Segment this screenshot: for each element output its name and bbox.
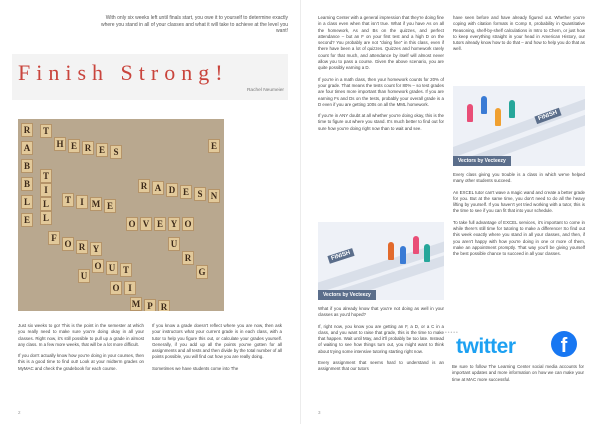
- scrabble-tile: I: [76, 195, 88, 209]
- page-number: 3: [318, 410, 321, 415]
- right-column-1-top: [318, 15, 444, 137]
- scrabble-tile: E: [104, 199, 116, 213]
- section-ornament: •••••: [445, 330, 459, 336]
- paragraph: If you're in ANY doubt at all whether you're doing okay, this is the time to figure out where you stand. It's much better to find out for sure how you're doing right now than to wait and see.: [318, 113, 444, 131]
- author-byline: Rachel Neumeier: [246, 88, 284, 93]
- scrabble-tile: B: [21, 177, 33, 191]
- scrabble-tile: E: [180, 185, 192, 199]
- runner-icon: [388, 242, 394, 260]
- vector-credit: Vectors by Vecteezy: [453, 156, 511, 166]
- scrabble-tile: D: [166, 183, 178, 197]
- left-column-1: [18, 323, 144, 377]
- scrabble-tile: E: [68, 139, 80, 153]
- runners-illustration: [453, 86, 585, 166]
- scrabble-tile: E: [21, 213, 33, 227]
- scrabble-tile: V: [140, 217, 152, 231]
- scrabble-tiles-photo: [18, 119, 224, 311]
- scrabble-tile: T: [120, 263, 132, 277]
- scrabble-tile: R: [182, 251, 194, 265]
- paragraph: If you know a grade doesn't reflect where you are now, then ask your instructors what your current grade is in each class, with a tutor to help you figure this out, or calculate your grades yourself. Generally, if you add up all the points you've gotten for all assignments and all tests and then divide by the total number of all points possible, you will find out how you are really doing.: [152, 323, 282, 360]
- scrabble-tile: L: [40, 197, 52, 211]
- right-column-2-bottom: [453, 172, 585, 263]
- scrabble-tile: B: [21, 159, 33, 173]
- right-page: [300, 0, 600, 424]
- scrabble-tile: U: [106, 261, 118, 275]
- paragraph: An EXCEL tutor can't wave a magic wand and create a better grade for you. But at the same time, you don't need to do all the heavy lifting by yourself. If you haven't yet tried working with a tutor, this is the time to see if you can fit that into your schedule.: [453, 189, 585, 214]
- scrabble-tile: Y: [168, 217, 180, 231]
- scrabble-tile: R: [21, 123, 33, 137]
- scrabble-tile: G: [196, 265, 208, 279]
- runner-icon: [467, 104, 473, 122]
- paragraph: If you don't actually know how you're doing in your courses, then this is a good time to find out! Look at your midterm grades on MyMAC and check the gradebook for each course.: [18, 353, 144, 371]
- scrabble-tile: P: [144, 299, 156, 311]
- runner-icon: [509, 100, 515, 118]
- scrabble-tile: R: [82, 141, 94, 155]
- paragraph: To take full advantage of EXCEL services, it's important to come in while there's still time for tutoring to make a difference! So find out this week exactly where you stand in all your classes, and then, if you aren't happy with how you're doing in one or more of them, make an appointment promptly. That way you'll be giving yourself the best possible chance to succeed in all your classes.: [453, 219, 585, 257]
- paragraph: If you're in a math class, then your homework counts for 20% of your grade. That means the tests count for 80% – so test grades are four times more important than homework grades. If you are earning Fs and Ds on the tests, probably your overall grade is a D even if you are getting 100s on all the MML homework.: [318, 76, 444, 107]
- scrabble-tile: N: [208, 189, 220, 203]
- scrabble-tile: E: [154, 217, 166, 231]
- right-column-2-top: [453, 15, 585, 58]
- scrabble-tile: I: [40, 183, 52, 197]
- scrabble-tile: U: [78, 269, 90, 283]
- scrabble-tile: E: [208, 139, 220, 153]
- runner-icon: [413, 236, 419, 254]
- paragraph: What if you already know that you're not doing as well in your classes as you'd hoped?: [318, 306, 444, 318]
- scrabble-tile: I: [124, 281, 136, 295]
- scrabble-tile: S: [110, 145, 122, 159]
- paragraph: Learning Center with a general impression that they're doing fine in a class even when that isn't true. What if you have As on all the homework, As and Bs on the quizzes, and perfect attendance – but an F on your first test and a high D on the second? You probably are not "doing fine" in this class, even if there have been a lot of quizzes. Quizzes and homework rarely count for that much, and attendance by itself will almost never allow you to pass a course. Given the above scenario, you are quite possibly earning a D.: [318, 15, 444, 71]
- runner-icon: [481, 96, 487, 114]
- facebook-logo-icon[interactable]: f: [551, 331, 577, 357]
- paragraph: Every assignment that seems hard to understand is an assignment that our tutors: [318, 360, 444, 372]
- scrabble-tile: R: [138, 179, 150, 193]
- scrabble-tile: O: [182, 217, 194, 231]
- runner-icon: [495, 108, 501, 126]
- scrabble-tile: M: [131, 299, 141, 309]
- scrabble-tile: O: [62, 237, 74, 251]
- scrabble-tile: A: [152, 181, 164, 195]
- scrabble-tile: L: [21, 195, 33, 209]
- scrabble-tile: O: [110, 281, 122, 295]
- finish-line-illustration: [318, 222, 444, 300]
- right-column-1-bottom: [318, 306, 444, 378]
- scrabble-tile: T: [40, 124, 52, 138]
- page-number: 2: [18, 410, 21, 415]
- scrabble-tile: Y: [90, 242, 102, 256]
- twitter-logo-icon[interactable]: twitter: [456, 335, 516, 358]
- scrabble-tile: M: [91, 199, 101, 209]
- scrabble-tile: S: [194, 187, 206, 201]
- scrabble-tile: A: [21, 141, 33, 155]
- left-column-2: [152, 323, 282, 377]
- paragraph: have seen before and have already figured out. Whether you're coping with citation formats in Comp II, probability in Quantitative Reasoning, shelf-by-shelf calculations in Intro to Chem, or just how to keep everything straight in your head in American History, our tutors already know how to do that – and how to help you do that as well.: [453, 15, 585, 52]
- scrabble-tile: R: [76, 240, 88, 254]
- scrabble-tile: T: [62, 193, 74, 207]
- scrabble-tile: F: [48, 231, 60, 245]
- article-title: Finish Strong!: [18, 60, 229, 85]
- scrabble-tile: O: [126, 217, 138, 231]
- scrabble-tile: H: [54, 137, 66, 151]
- intro-paragraph: With only six weeks left until finals start, you owe it to yourself to determine exactly where you stand in all of your classes and what it will take to achieve at the level you want!: [100, 15, 288, 35]
- runner-icon: [424, 244, 430, 262]
- paragraph: Sometimes we have students come into The: [152, 365, 239, 371]
- scrabble-tile: R: [158, 300, 170, 311]
- runner-icon: [400, 246, 406, 264]
- vector-credit: Vectors by Vecteezy: [318, 290, 376, 300]
- social-media-note: Be sure to follow The Learning Center social media accounts for important updates and more information on how we can make your time at MAC more successful.: [452, 364, 584, 382]
- paragraph: Just six weeks to go! This is the point in the semester at which you really need to make sure you're doing okay in all your classes. Right now, it's still possible to pull up a grade in almost any class. In a few more weeks, that will be a lot more difficult.: [18, 323, 144, 347]
- scrabble-tile: O: [92, 259, 104, 273]
- finish-banner: FINISH: [327, 248, 354, 264]
- paragraph: If, right now, you know you are getting an F, a D, or a C in a class, and you want to raise that grade, this is the time to make that happen. Wait until May, and it'll probably be too late. Instead of waiting to see how things turn out, you might want to think about trying some intensive tutoring starting right now.: [318, 323, 444, 354]
- scrabble-tile: E: [96, 143, 108, 157]
- scrabble-tile: T: [40, 169, 52, 183]
- scrabble-tile: L: [40, 211, 52, 225]
- paragraph: Every class giving you trouble is a class in which we've helped many other students succeed.: [453, 172, 585, 184]
- scrabble-tile: U: [168, 237, 180, 251]
- finish-banner: FINISH: [534, 108, 561, 124]
